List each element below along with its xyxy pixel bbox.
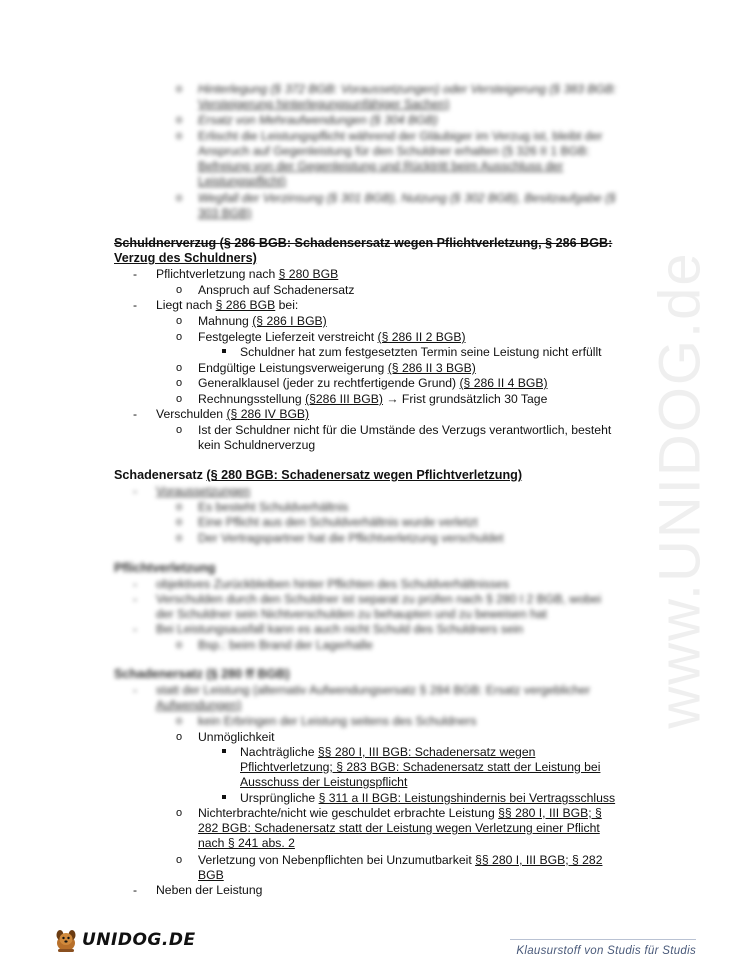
law-link[interactable]: §§ 280 I, III BGB; § 282 <box>475 853 603 867</box>
heading-link[interactable]: (§ 286 BGB: Schadensersatz wegen Pflichtverletzung, § 286 BGB: <box>219 236 613 250</box>
heading-link[interactable]: (§ 280 BGB: Schadenersatz wegen Pflichtverletzung) <box>206 468 523 482</box>
law-link[interactable]: Ausschuss der Leistungspflicht <box>240 775 408 789</box>
blurred-line: der Schuldner sein Nichtverschulden zu behaupten und zu beweisen hat <box>156 607 547 621</box>
law-link[interactable]: 282 BGB: Schadenersatz statt der Leistung wegen Verletzung einer Pflicht <box>198 821 600 835</box>
blurred-line: Wegfall der Verzinsung (§ 301 BGB), Nutzung (§ 302 BGB), Besitzaufgabe (§ <box>198 191 616 205</box>
law-link[interactable]: § 286 BGB <box>215 298 276 312</box>
list-item: Endgültige Leistungsverweigerung (§ 286 II 3 BGB) <box>198 361 476 375</box>
blurred-line: Hinterlegung (§ 372 BGB: Voraussetzungen) oder Versteigerung (§ 383 BGB: <box>198 82 617 96</box>
list-item: Pflichtverletzung nach § 280 BGB <box>156 267 339 281</box>
blurred-line: statt der Leistung (alternativ Aufwendungsersatz § 284 BGB: Ersatz vergeblicher <box>156 683 591 697</box>
blurred-line: Leistungspflicht) <box>198 174 287 188</box>
blurred-heading: Schadenersatz (§ 280 ff BGB) <box>114 667 290 681</box>
blurred-line: objektives Zurückbleiben hinter Pflichten des Schuldverhältnisses <box>156 577 509 591</box>
blurred-line: Ersatz von Mehraufwendungen (§ 304 BGB) <box>198 113 438 127</box>
logo-text: UNIDOG.DE <box>82 930 196 950</box>
law-link[interactable]: § 280 BGB <box>278 267 339 281</box>
law-link[interactable]: (§ 286 II 4 BGB) <box>459 376 548 390</box>
blurred-line: Bsp.: beim Brand der Lagerhalle <box>198 638 373 652</box>
list-item: Unmöglichkeit <box>198 730 275 744</box>
law-link[interactable]: (§ 286 II 2 BGB) <box>377 330 466 344</box>
blurred-line: Versteigerung hinterlegungsunfähiger Sachen) <box>198 97 450 111</box>
blurred-line: Der Vertragspartner hat die Pflichtverletzung verschuldet <box>198 531 504 545</box>
blurred-line: Erlischt die Leistungspflicht während der Gläubiger im Verzug ist, bleibt der <box>198 129 603 143</box>
law-link[interactable]: (§ 286 IV BGB) <box>226 407 310 421</box>
list-item: Verschulden (§ 286 IV BGB) <box>156 407 310 421</box>
law-link[interactable]: nach § 241 abs. 2 <box>198 836 295 850</box>
section-heading-schuldnerverzug: Schuldnerverzug (§ 286 BGB: Schadensersatz wegen Pflichtverletzung, § 286 BGB: <box>114 236 613 250</box>
blurred-line: Aufwendungen) <box>156 698 242 712</box>
footer-divider <box>510 939 696 940</box>
list-item: Schuldner hat zum festgesetzten Termin seine Leistung nicht erfüllt <box>240 345 602 359</box>
list-item: Anspruch auf Schadenersatz <box>198 283 355 297</box>
law-link[interactable]: §§ 280 I, III BGB; § <box>498 806 602 820</box>
law-link[interactable]: (§ 286 I BGB) <box>252 314 327 328</box>
blurred-line: Bei Leistungsausfall kann es auch nicht Schuld des Schuldners sein <box>156 622 524 636</box>
footer-logo <box>52 926 196 954</box>
blurred-line: 303 BGB) <box>198 206 252 220</box>
heading-link-continued[interactable]: Verzug des Schuldners) <box>114 251 257 265</box>
blurred-heading: Pflichtverletzung <box>114 561 216 575</box>
list-item: Nichterbrachte/nicht wie geschuldet erbrachte Leistung §§ 280 I, III BGB; § <box>198 806 602 820</box>
list-item: Rechnungsstellung (§286 III BGB) → Frist grundsätzlich 30 Tage <box>198 392 548 406</box>
list-item: Mahnung (§ 286 I BGB) <box>198 314 327 328</box>
section-heading-schadenersatz: Schadenersatz (§ 280 BGB: Schadenersatz wegen Pflichtverletzung) <box>114 468 523 482</box>
blurred-line: Befreiung von der Gegenleistung und Rücktritt beim Ausschluss der <box>198 159 564 173</box>
blurred-line: kein Erbringen der Leistung seitens des Schuldners <box>198 714 477 728</box>
list-item: Ist der Schuldner nicht für die Umstände des Verzugs verantwortlich, besteht <box>198 423 612 437</box>
law-link[interactable]: BGB <box>198 868 224 882</box>
law-link[interactable]: (§ 286 II 3 BGB) <box>387 361 476 375</box>
watermark: www.UNIDOG.de <box>647 251 713 729</box>
law-link[interactable]: (§286 III BGB) <box>305 392 383 406</box>
list-item: Generalklausel (jeder zu rechtfertigende Grund) (§ 286 II 4 BGB) <box>198 376 548 390</box>
blurred-line: Eine Pflicht aus den Schuldverhältnis wurde verletzt <box>198 515 478 529</box>
list-item: Liegt nach § 286 BGB bei: <box>156 298 299 312</box>
blurred-line: Voraussetzungen <box>156 484 251 498</box>
law-link[interactable]: § 311 a II BGB: Leistungshindernis bei Vertragsschluss <box>318 791 616 805</box>
document-page: www.UNIDOG.de o Hinterlegung (§ 372 BGB: Voraussetzungen) oder Versteigerung (§ 383 BGB: Versteigerung hinterlegungsunfähiger Sachen) o Ersatz von Mehraufwendungen (§ 304 BGB) o Erlischt die Leistungspflicht während der Gläubiger im Verzug ist, bleibt der Anspruch auf Gegenleistung für den Schuldner erhalten (§ 326 II 1 BGB: Befreiung von der Gegenleistung und Rücktritt beim Ausschluss der Leistungspflicht) o Wegfall der Verzinsung (§ 301 BGB), Nutzung (§ 302 BGB), Besitzaufgabe (§ 303 BGB) Schuldnerverzug (§ 286 BGB: Schadensersatz wegen Pflichtverletzung, § 286 BGB: Verzug des Schuldners) - Pflichtverletzung nach § 280 BGB o Anspruch auf Schadenersatz - Liegt nach § 286 BGB bei: o Mahnung (§ 286 I BGB) o Festgelegte Lieferzeit verstreicht (§ 286 II 2 BGB) Schuldner hat zum festgesetzten Termin seine Leistung nicht erfüllt o Endgültige Leistungsverweigerung (§ 286 II 3 BGB) o Generalklausel (jeder zu rechtfertigende Grund) (§ 286 II 4 BGB) o Rechnungsstellung (§286 III BGB) → Frist grundsätzlich 30 Tage - Verschulden (§ 286 IV BGB) o Ist der Schuldner nicht für die Umstände des Verzugs verantwortlich, besteht kein Schuldnerverzug Schadenersatz (§ 280 BGB: Schadenersatz wegen Pflichtverletzung) - Voraussetzungen o Es besteht Schuldverhältnis o Eine Pflicht aus den Schuldverhältnis wurde verletzt o Der Vertragspartner hat die Pflichtverletzung verschuldet Pflichtverletzung - objektives Zurückbleiben hinter Pflichten des Schuldverhältnisses - Verschulden durch den Schuldner ist separat zu prüfen nach § 280 I 2 BGB, wobei der Schuldner sein Nichtverschulden zu behaupten und zu beweisen hat - Bei Leistungsausfall kann es auch nicht Schuld des Schuldners sein o Bsp.: beim Brand der Lagerhalle Schadenersatz (§ 280 ff BGB) - statt der Leistung (alternativ Aufwendungsersatz § 284 BGB: Ersatz vergeblicher Aufwendungen) o kein Erbringen der Leistung seitens des Schuldners o Unmöglichkeit Nachträgliche §§ 280 I, III BGB: Schadenersatz wegen Pflichtverletzung; § 283 BGB: Schadenersatz statt der Leistung bei Ausschuss der Leistungspflicht Ursprüngliche § 311 a II BGB: Leistungshindernis bei Vertragsschluss o Nichterbrachte/nicht wie geschuldet erbrachte Leistung §§ 280 I, III BGB; § 282 BGB: Schadenersatz statt der Leistung wegen Verletzung einer Pflicht nach § 241 abs. 2 o Verletzung von Nebenpflichten bei Unzumutbarkeit §§ 280 I, III BGB; § 282 BGB - Neben der Leistung UNIDOG.DE Klausurstoff von Studis für Studis <box>0 0 750 971</box>
list-item: Nachträgliche §§ 280 I, III BGB: Schadenersatz wegen <box>240 745 536 759</box>
law-link[interactable]: §§ 280 I, III BGB: Schadenersatz wegen <box>317 745 536 759</box>
law-link[interactable]: Pflichtverletzung; § 283 BGB: Schadenersatz statt der Leistung bei <box>240 760 601 774</box>
blurred-line: Es besteht Schuldverhältnis <box>198 500 349 514</box>
blurred-line: Anspruch auf Gegenleistung für den Schuldner erhalten (§ 326 II 1 BGB: <box>198 144 590 158</box>
dog-icon <box>52 926 80 954</box>
footer-tagline: Klausurstoff von Studis für Studis <box>516 945 696 957</box>
list-item: kein Schuldnerverzug <box>198 438 316 452</box>
list-item: Neben der Leistung <box>156 883 263 897</box>
list-item: Ursprüngliche § 311 a II BGB: Leistungshindernis bei Vertragsschluss <box>240 791 616 805</box>
blurred-line: Verschulden durch den Schuldner ist separat zu prüfen nach § 280 I 2 BGB, wobei <box>156 592 602 606</box>
list-item: Festgelegte Lieferzeit verstreicht (§ 286 II 2 BGB) <box>198 330 466 344</box>
list-item: Verletzung von Nebenpflichten bei Unzumutbarkeit §§ 280 I, III BGB; § 282 <box>198 853 603 867</box>
